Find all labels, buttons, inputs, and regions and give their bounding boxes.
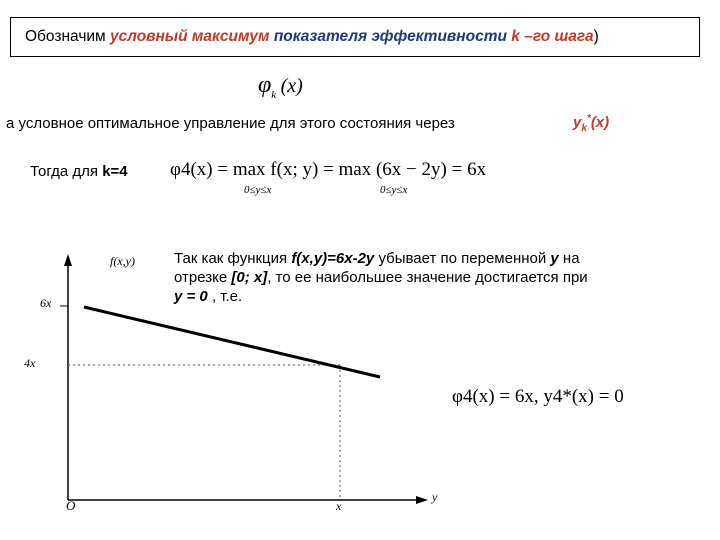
x-axis-arrow	[416, 496, 428, 504]
result-formula: φ4(x) = 6x, y4*(x) = 0	[452, 386, 624, 407]
desc-l1e: на	[558, 250, 580, 267]
graph	[0, 230, 460, 530]
graph-label-6x: 6x	[40, 296, 52, 310]
desc-func: f(x,y)=6x-2y	[291, 250, 375, 267]
graph-x-tick: x	[336, 499, 342, 513]
function-line	[84, 307, 380, 377]
desc-l3b: , т.е.	[207, 288, 243, 305]
control-text: а условное оптимальное управление для этого состояния через	[6, 115, 455, 132]
constraint-1: 0≤y≤x	[244, 184, 272, 196]
graph-y-label: f(x,y)	[110, 254, 135, 268]
control-y: y	[573, 114, 582, 131]
title-emph-max: условный максимум	[110, 28, 274, 45]
desc-l2a: отрезке	[174, 269, 232, 286]
desc-var-y: y	[550, 250, 559, 267]
then-label	[30, 163, 128, 180]
phi4-formula: φ4(x) = max f(x; y) = max (6x − 2y) = 6x	[170, 159, 487, 180]
desc-l1a: Так как функция	[174, 250, 292, 267]
title-text	[25, 28, 599, 46]
title-emph-step: k –го шага	[511, 28, 594, 45]
desc-y0: y = 0	[174, 288, 208, 305]
constraint-2: 0≤y≤x	[380, 184, 408, 196]
then-prefix: Тогда для	[30, 163, 103, 180]
title-after: )	[593, 28, 599, 45]
control-sup: *	[586, 113, 591, 124]
title-emph-indicator: показателя эффективности	[273, 28, 512, 45]
control-sub: k	[581, 123, 587, 134]
phi-symbol: φ	[258, 72, 272, 98]
desc-l1c: убывает по переменной	[374, 250, 551, 267]
phi-arg: (x)	[280, 75, 303, 97]
y-axis-arrow	[64, 254, 72, 266]
graph-origin: O	[66, 498, 76, 513]
control-arg: (x)	[590, 114, 610, 131]
graph-label-4x: 4x	[24, 356, 36, 370]
graph-x-axis-label: y	[432, 490, 438, 504]
then-k: k=4	[102, 163, 128, 180]
desc-l2c: , то ее наибольшее значение достигается при	[267, 269, 588, 286]
title-box	[10, 17, 700, 57]
phi-sub: k	[271, 89, 277, 101]
title-before: Обозначим	[25, 28, 111, 45]
desc-interval: [0; x]	[231, 269, 268, 286]
control-symbol	[573, 113, 609, 134]
phi-k-label	[258, 72, 303, 99]
